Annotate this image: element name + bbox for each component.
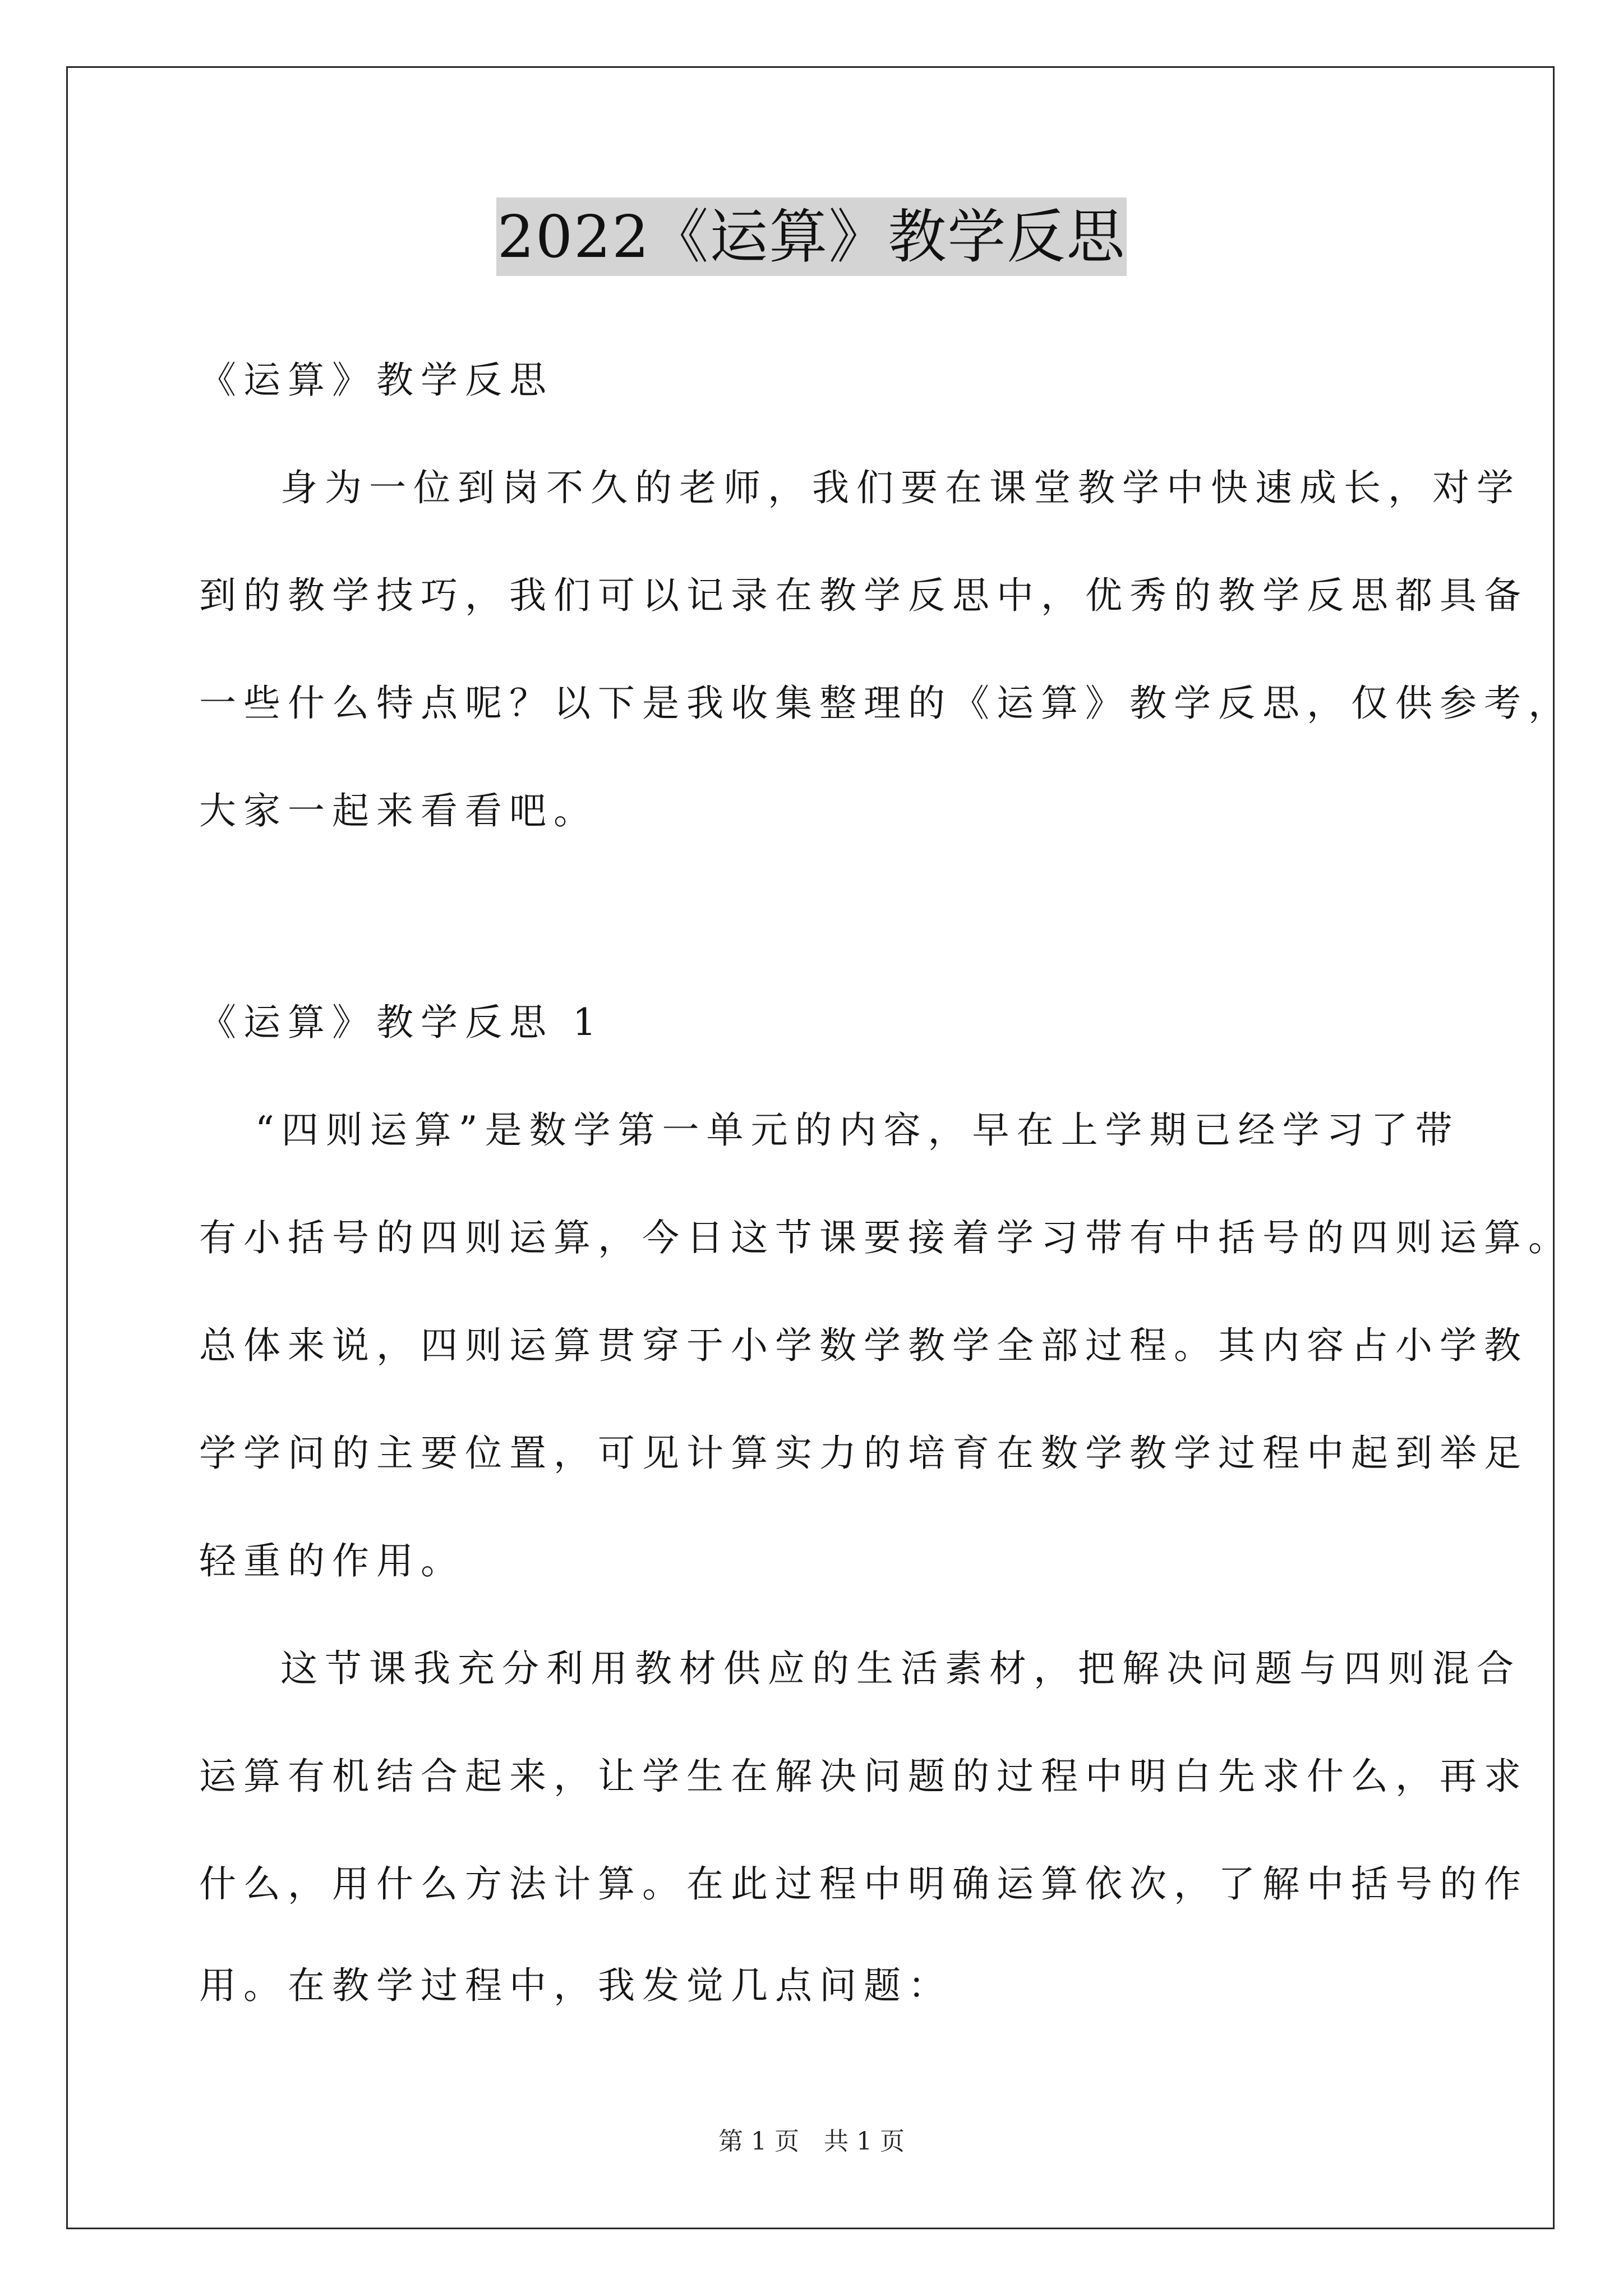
intro-line-1: 身为一位到岗不久的老师，我们要在课堂教学中快速成长，对学 [280,466,1521,509]
document-title: 2022《运算》教学反思 [496,197,1127,276]
intro-line-3: 一些什么特点呢？以下是我收集整理的《运算》教学反思，仅供参考， [199,682,1573,725]
section-1-para-1-line-5: 轻重的作用。 [199,1539,465,1582]
section-1-para-2-line-4: 用。在教学过程中，我发觉几点问题： [199,1964,952,2007]
section-1-para-1-line-2: 有小括号的四则运算，今日这节课要接着学习带有中括号的四则运算。 [199,1216,1573,1259]
subtitle-heading: 《运算》教学反思 [199,358,554,402]
page-footer: 第 1 页 共 1 页 [718,2127,905,2156]
intro-line-2: 到的教学技巧，我们可以记录在教学反思中，优秀的教学反思都具备 [199,574,1528,617]
section-1-para-2-line-3: 什么，用什么方法计算。在此过程中明确运算依次，了解中括号的作 [199,1862,1528,1906]
section-1-para-2-line-1: 这节课我充分利用教材供应的生活素材，把解决问题与四则混合 [280,1647,1521,1690]
section-1-para-1-line-3: 总体来说，四则运算贯穿于小学数学教学全部过程。其内容占小学教 [199,1324,1528,1367]
section-1-para-1-line-4: 学学问的主要位置，可见计算实力的培育在数学教学过程中起到举足 [199,1432,1528,1475]
title-container [0,197,1623,276]
intro-line-4: 大家一起来看看吧。 [199,789,598,832]
section-1-para-2-line-2: 运算有机结合起来，让学生在解决问题的过程中明白先求什么，再求 [199,1755,1528,1798]
section-1-heading: 《运算》教学反思 1 [199,1001,603,1044]
section-1-para-1-line-1: “四则运算”是数学第一单元的内容，早在上学期已经学习了带 [255,1108,1460,1152]
